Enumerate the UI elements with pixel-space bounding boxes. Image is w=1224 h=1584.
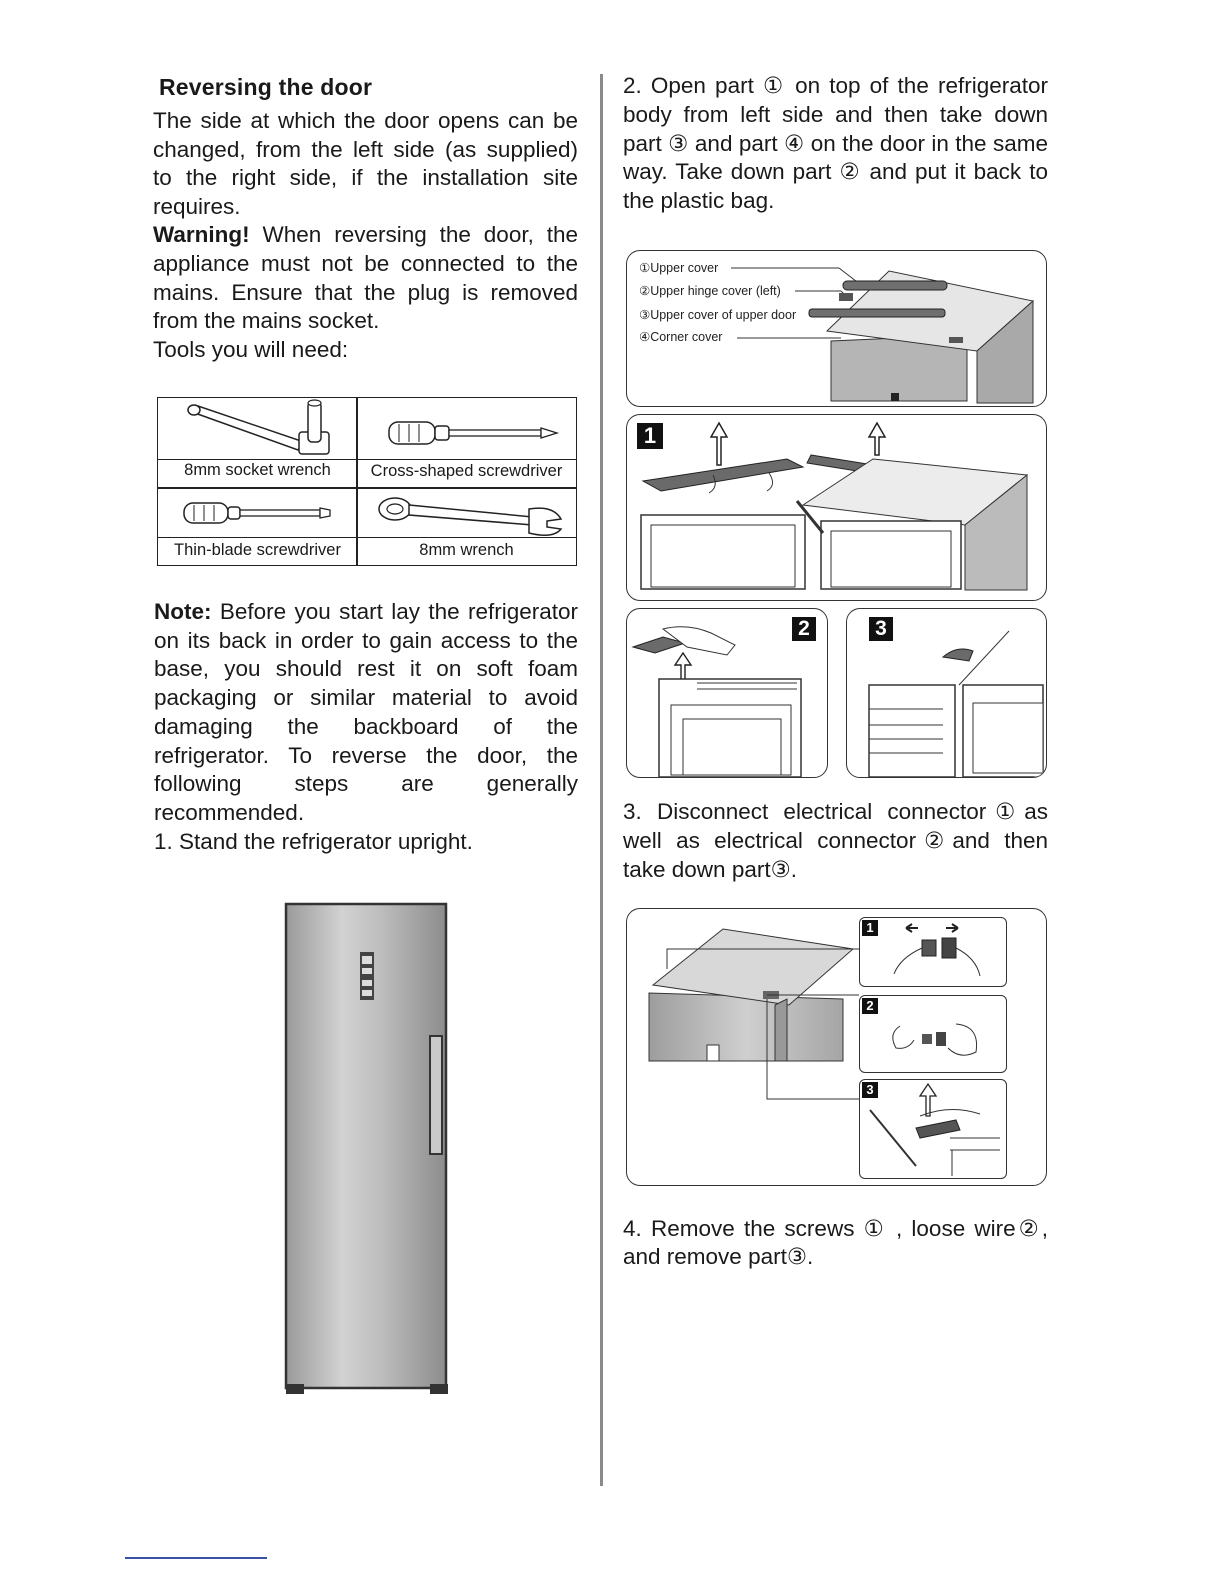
figure-badge: 1 (637, 423, 663, 449)
tool-label-socket-wrench: 8mm socket wrench (184, 461, 331, 479)
step-4: 4. Remove the screws ① , loose wire②, and remove part③. (623, 1216, 1048, 1269)
connector-detail-3 (859, 1079, 1007, 1179)
warning-label: Warning! (153, 222, 250, 248)
row-divider (158, 459, 576, 460)
wrench-icon (357, 489, 576, 537)
note-block (154, 598, 578, 856)
column-divider (600, 74, 603, 1486)
figure-badge: 2 (792, 617, 816, 641)
connector-detail-2 (859, 995, 1007, 1073)
note-text: Before you start lay the refrigerator on its back in order to gain access to the base, you should rest it on soft foam packaging or similar material to avoid damaging the backboard of the refrigerator. To reverse the door, the following steps are generally recommended. (154, 599, 578, 825)
step-1: 1. Stand the refrigerator upright. (154, 828, 473, 854)
connector-detail-1 (859, 917, 1007, 987)
refrigerator-illustration (280, 900, 455, 1400)
tool-cell-cross-screwdriver (357, 398, 576, 460)
column-divider (356, 398, 358, 565)
step-2: 2. Open part ① on top of the refrigerator body from left side and then take down part ③ and part ④ on the door in the same way. Take down part ② and put it back to the plastic bag. (623, 73, 1048, 214)
figure-badge: 1 (862, 920, 878, 936)
callout-corner-cover: ④Corner cover (639, 330, 723, 344)
cross-screwdriver-icon (357, 398, 576, 460)
intro-text: The side at which the door opens can be changed, from the left side (as supplied) to the right side, if the installation site requires. (153, 108, 578, 219)
right-column (623, 72, 1048, 216)
warning-text: When reversing the door, the appliance must not be connected to the mains. Ensure that the plug is removed from the mains socket. (153, 222, 578, 334)
tool-label-thin-blade-screwdriver: Thin-blade screwdriver (174, 541, 341, 559)
tools-intro: Tools you will need: (153, 336, 349, 362)
figure-badge: 2 (862, 998, 878, 1014)
thin-blade-screwdriver-icon (158, 489, 357, 537)
section-heading: Reversing the door (159, 74, 373, 100)
figure-step-1-removal (626, 414, 1047, 601)
row-divider (158, 537, 576, 538)
part-removal-drawing (860, 1080, 1006, 1178)
connector-1-drawing (860, 918, 1006, 986)
figure-parts-overview (626, 250, 1047, 407)
callout-upper-hinge-cover: ②Upper hinge cover (left) (639, 284, 781, 298)
callout-upper-door-cover: ③Upper cover of upper door (639, 308, 797, 322)
fridge-top-drawing (627, 251, 1046, 406)
connector-2-drawing (860, 996, 1006, 1072)
note-paragraph (154, 598, 578, 828)
left-column (153, 74, 578, 364)
footer-line (125, 1557, 267, 1559)
step-3-block (623, 797, 1048, 884)
figure-step-3 (846, 608, 1047, 778)
step-3: 3. Disconnect electrical connector①as well as electrical connector②and then take down part③. (623, 799, 1048, 882)
figure-step-2 (626, 608, 828, 778)
figure-badge: 3 (862, 1082, 878, 1098)
cover-removal-drawing (627, 415, 1046, 600)
tool-label-cross-screwdriver: Cross-shaped screwdriver (370, 462, 563, 480)
hinge-cover-drawing (627, 609, 827, 777)
note-label: Note: (154, 599, 212, 624)
callout-upper-cover: ①Upper cover (639, 261, 719, 275)
figure-connectors (626, 908, 1047, 1186)
intro-paragraph (153, 107, 578, 364)
tool-cell-socket-wrench (158, 398, 357, 460)
step-4-block (623, 1215, 1048, 1271)
tools-table (157, 397, 577, 566)
socket-wrench-icon (158, 398, 357, 460)
corner-cover-drawing (847, 609, 1046, 777)
tool-label-wrench: 8mm wrench (419, 541, 514, 559)
figure-badge: 3 (869, 617, 893, 641)
